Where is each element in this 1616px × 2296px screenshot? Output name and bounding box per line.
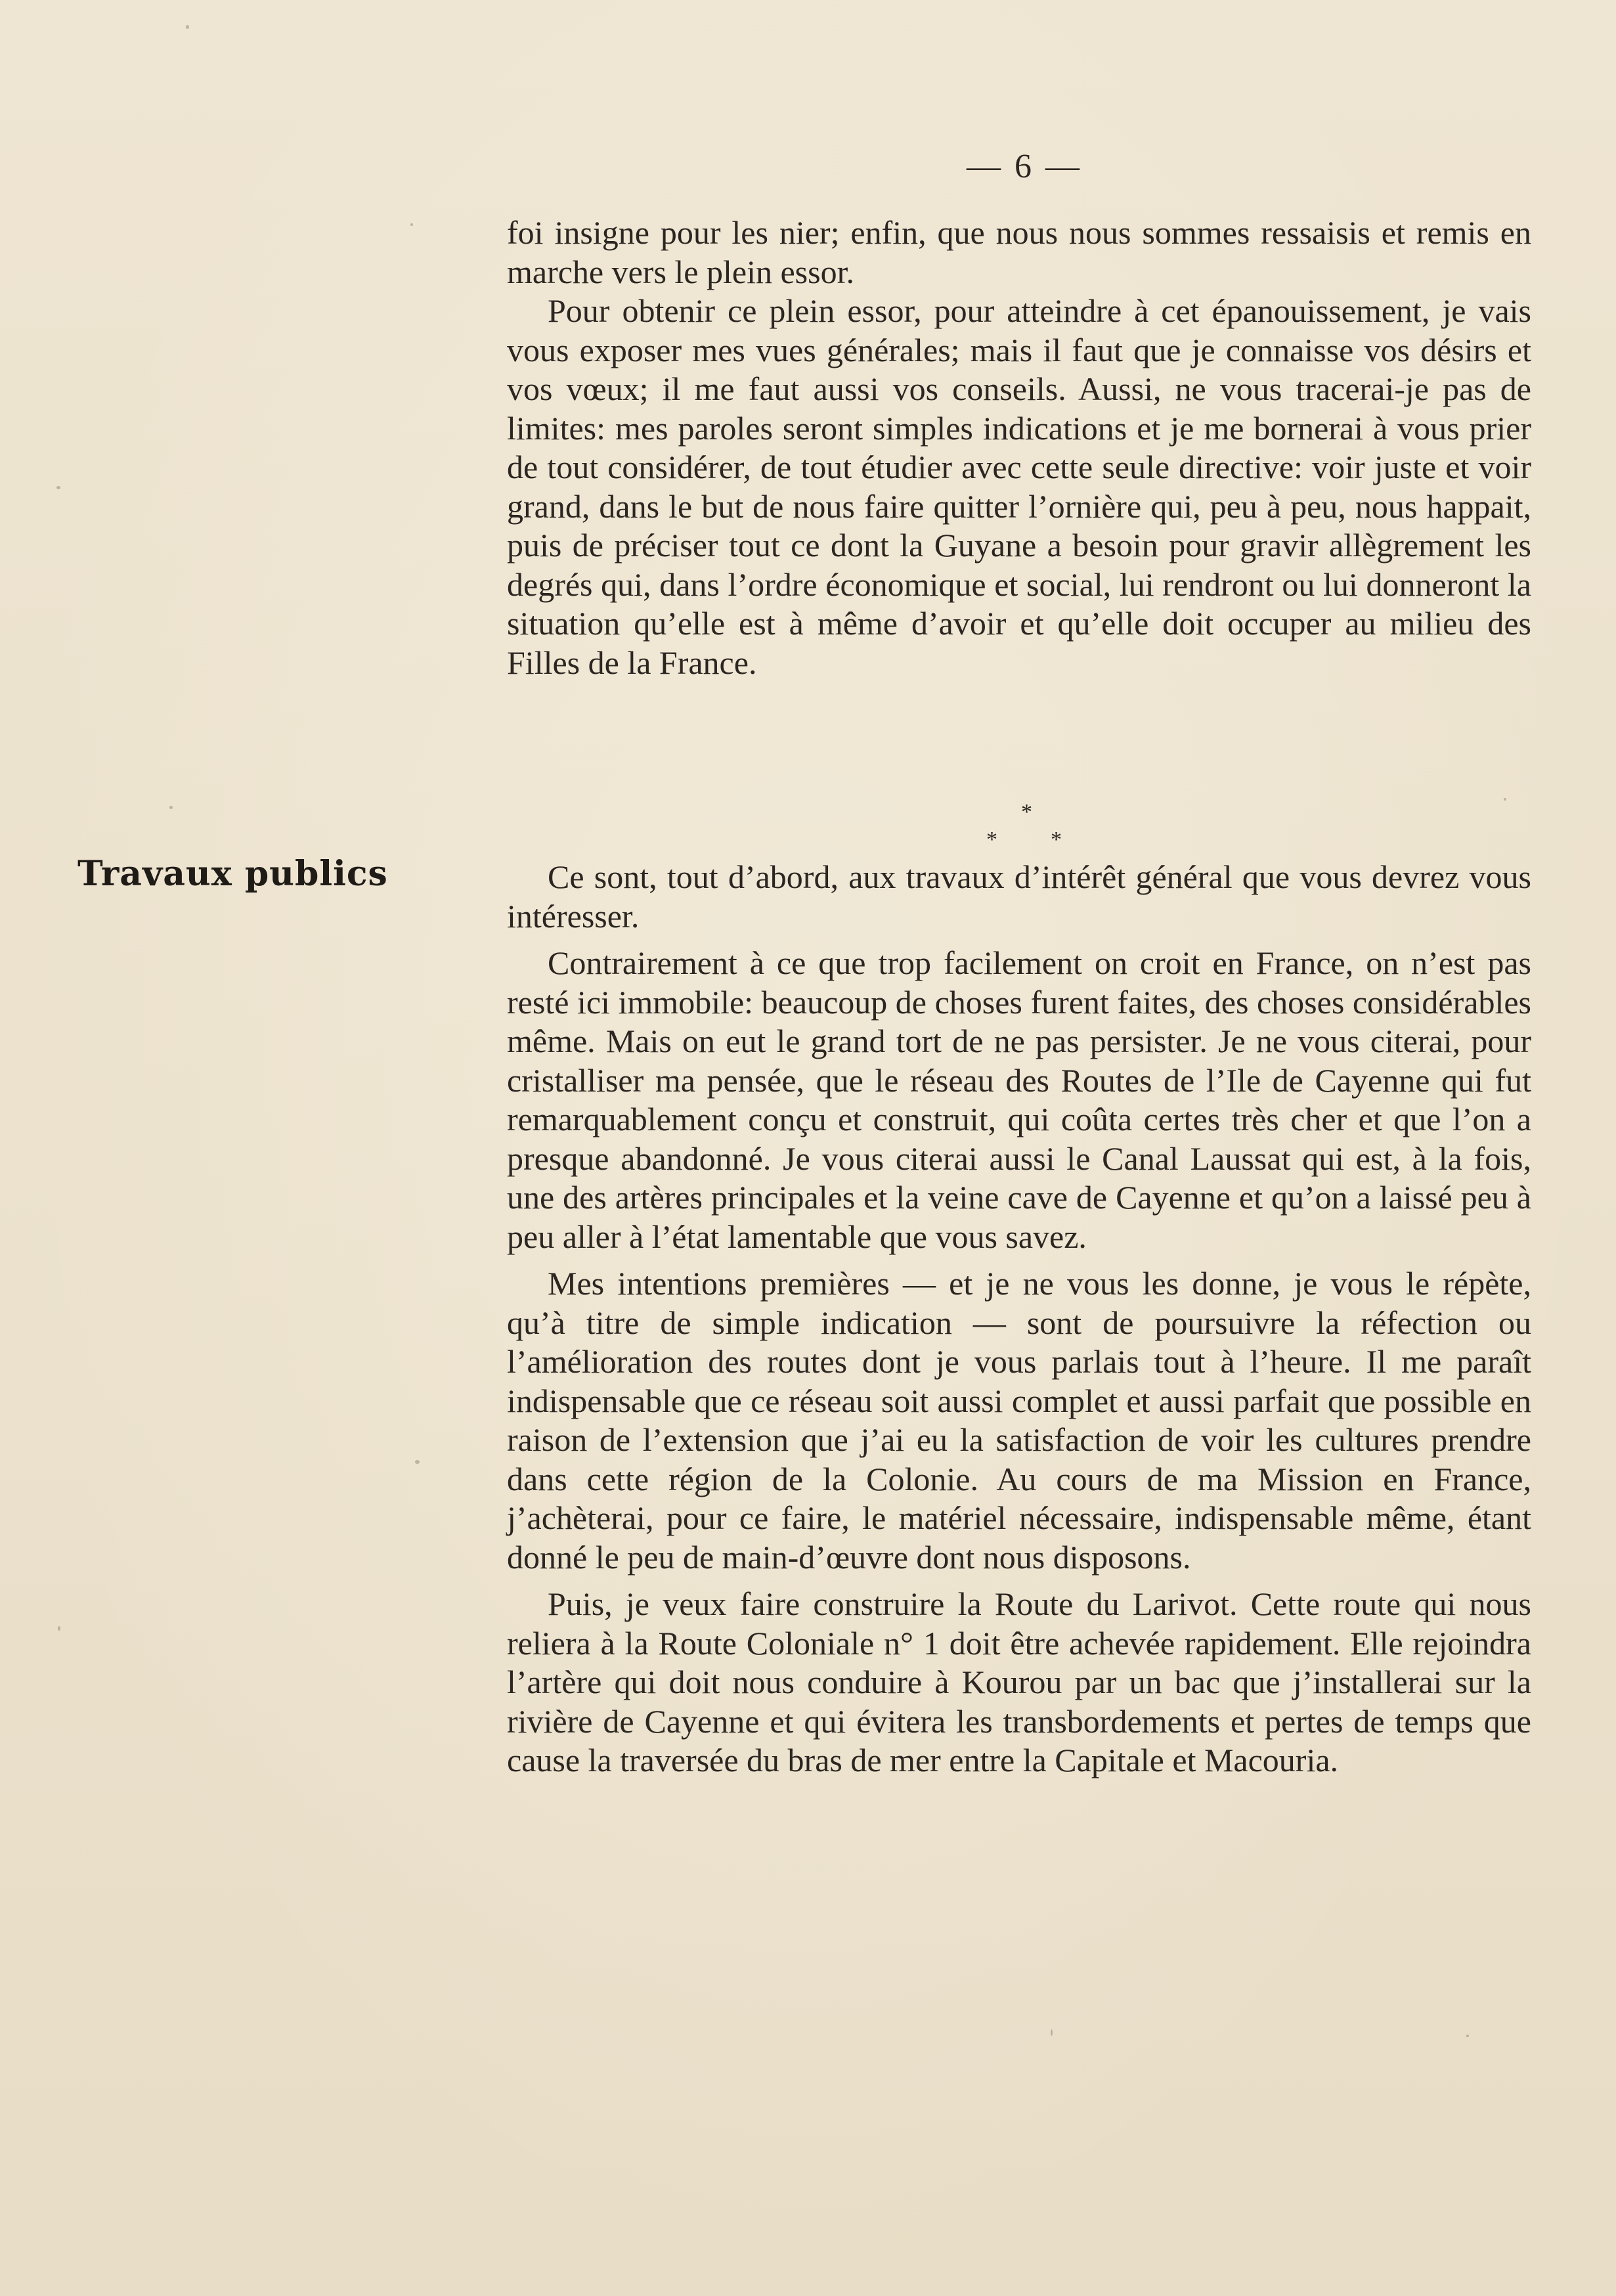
paper-speck (415, 1460, 420, 1464)
paper-speck (169, 806, 173, 809)
travaux-publics-text-block (507, 858, 1531, 1780)
paragraph-intentions-premieres: Mes intentions premières — et je ne vous les donne, je vous le répète, qu’à titre de simple indication — sont de poursuivre la réfection ou l’amélioration des routes dont je vous parlais tout à l’heure. Il me paraît indispensable que ce réseau soit aussi complet et aussi parfait que possible en raison de l’extension que j’ai eu la satisfaction de voir les cultures prendre dans cette région de la Colonie. Au cours de ma Mission en France, j’achèterai, pour ce faire, le matériel nécessaire, indispensable même, étant donné le peu de main-d’œuvre dont nous disposons. (507, 1265, 1531, 1576)
paragraph-plein-essor: Pour obtenir ce plein essor, pour atteindre à cet épanouissement, je vais vous exposer mes vues générales; mais il faut que je connaisse vos désirs et vos vœux; il me faut aussi vos conseils. Aussi, ne vous tracerai-je pas de limites: mes paroles seront simples indications et je me bornerai à vous prier de tout considérer, de tout étudier avec cette seule directive: voir juste et voir grand, dans le but de nous faire quitter l’ornière qui, peu à peu, nous happait, puis de préciser tout ce dont la Guyane a besoin pour gravir allègrement les degrés qui, dans l’ordre économique et social, lui rendront ou lui donneront la situation qu’elle est à même d’avoir et qu’elle doit occuper au milieu des Filles de la France. (507, 292, 1531, 681)
paper-speck (1051, 2029, 1053, 2036)
intro-text-block (507, 213, 1531, 682)
paper-speck (1466, 2035, 1469, 2037)
paper-speck (186, 25, 189, 29)
paper-speck (410, 223, 413, 226)
page-number: — 6 — (967, 148, 1082, 185)
paper-speck (56, 486, 60, 489)
asterism-star-left: * (986, 828, 997, 852)
paragraph-continued: foi insigne pour les nier; enfin, que nous nous sommes ressaisis et remis en marche vers le plein essor. (507, 214, 1531, 290)
paper-speck (58, 1626, 60, 1631)
margin-heading-travaux-publics: Travaux publics (77, 854, 388, 894)
paragraph-travaux-interet-general: Ce sont, tout d’abord, aux travaux d’intérêt général que vous devrez vous intéresser. (507, 858, 1531, 935)
section-asterism (946, 801, 1077, 860)
paragraph-routes-canal: Contrairement à ce que trop facilement on croit en France, on n’est pas resté ici immobile: beaucoup de choses furent faites, des choses considérables même. Mais on eut le grand tort de ne pas persister. Je ne vous citerai, pour cristalliser ma pensée, que le réseau des Routes de l’Ile de Cayenne qui fut remarquablement conçu et construit, qui coûta certes très cher et que l’on a presque abandonné. Je vous citerai aussi le Canal Laussat qui est, à la fois, une des artères principales et la veine cave de Cayenne et qu’on a laissé peu à peu aller à l’état lamentable que vous savez. (507, 944, 1531, 1255)
asterism-star-right: * (1051, 828, 1062, 852)
paragraph-route-larivot: Puis, je veux faire construire la Route du Larivot. Cette route qui nous reliera à la Route Coloniale n° 1 doit être achevée rapidement. Elle rejoindra l’artère qui doit nous conduire à Kourou par un bac que j’installerai sur la rivière de Cayenne et qui évitera les transbordements et pertes de temps que cause la traversée du bras de mer entre la Capitale et Macouria. (507, 1585, 1531, 1778)
paper-speck (1504, 798, 1506, 801)
asterism-star-top: * (1021, 800, 1032, 824)
